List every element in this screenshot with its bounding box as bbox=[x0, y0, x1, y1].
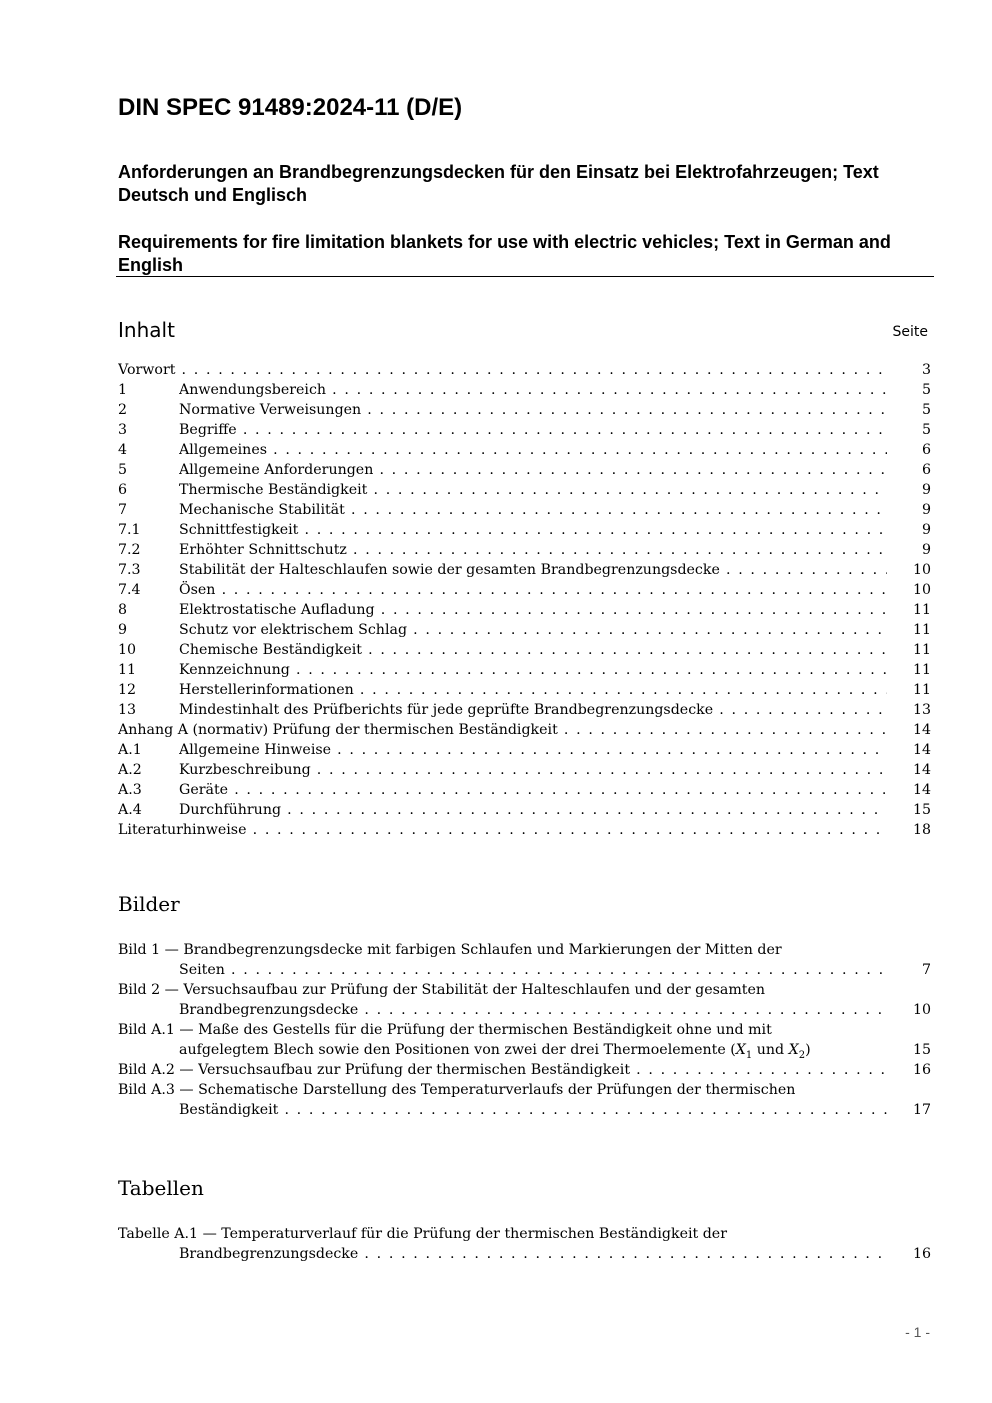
toc-entry-title: Kennzeichnung . . . bbox=[179, 660, 887, 680]
toc-entry-title: Chemische Beständigkeit . . . bbox=[179, 640, 887, 660]
toc-entry-page: 15 bbox=[912, 802, 931, 818]
list-of-figures bbox=[118, 940, 933, 1120]
toc-entry[interactable] bbox=[118, 560, 933, 580]
toc-entry[interactable] bbox=[118, 380, 933, 400]
toc-entry-title: Allgemeines . . . bbox=[179, 440, 887, 460]
toc-entry[interactable] bbox=[118, 700, 933, 720]
toc-entry-number: 2 bbox=[118, 402, 128, 418]
figure-entry-title-continued: aufgelegtem Blech sowie den Positionen von zwei der drei Thermoelemente ($X_1$ und $X_2$) bbox=[179, 1042, 811, 1060]
toc-entry-page: 11 bbox=[912, 622, 931, 638]
toc-entry-number: 10 bbox=[118, 642, 137, 658]
toc-entry-page: 11 bbox=[912, 642, 931, 658]
figure-entry-page: 16 bbox=[912, 1062, 931, 1078]
toc-entry[interactable] bbox=[118, 660, 933, 680]
toc-entry[interactable] bbox=[118, 500, 933, 520]
toc-entry[interactable] bbox=[118, 460, 933, 480]
title-english: Requirements for fire limitation blankets for use with electric vehicles; Text in German and English bbox=[118, 232, 891, 275]
contents-heading: Inhalt bbox=[118, 318, 175, 342]
toc-entry[interactable] bbox=[118, 600, 933, 620]
toc-entry-page: 5 bbox=[921, 382, 931, 398]
toc-entry-number: 13 bbox=[118, 702, 137, 718]
toc-entry-page: 11 bbox=[912, 682, 931, 698]
tables-heading: Tabellen bbox=[118, 1176, 204, 1200]
figure-entry-page: 7 bbox=[921, 962, 931, 978]
toc-entry-title: Begriffe . . . bbox=[179, 420, 887, 440]
toc-entry-title: Thermische Beständigkeit . . . bbox=[179, 480, 887, 500]
figure-entry-page: 10 bbox=[912, 1002, 931, 1018]
figures-heading: Bilder bbox=[118, 892, 180, 916]
page-column-label: Seite bbox=[892, 324, 928, 340]
toc-entry-title: Stabilität der Halteschlaufen sowie der gesamten Brandbegrenzungsdecke . . . bbox=[179, 560, 887, 580]
figure-entry[interactable] bbox=[118, 980, 933, 1020]
toc-entry[interactable] bbox=[118, 720, 933, 740]
toc-entry-title: Ösen . . . bbox=[179, 580, 887, 600]
figure-entry-page: 17 bbox=[912, 1102, 931, 1118]
figure-entry-title-continued: Beständigkeit . . . bbox=[179, 1100, 887, 1120]
toc-entry-title: Allgemeine Hinweise . . . bbox=[179, 740, 887, 760]
toc-entry-title: Mindestinhalt des Prüfberichts für jede geprüfte Brandbegrenzungsdecke . . . bbox=[179, 700, 887, 720]
toc-entry-number: A.1 bbox=[118, 742, 142, 758]
figure-entry-title-continued: Brandbegrenzungsdecke . . . bbox=[179, 1000, 887, 1020]
toc-entry-page: 14 bbox=[912, 742, 931, 758]
figure-entry-title-continued: Seiten . . . bbox=[179, 960, 887, 980]
toc-entry-page: 14 bbox=[912, 722, 931, 738]
table-entry[interactable] bbox=[118, 1224, 933, 1264]
figure-entry[interactable] bbox=[118, 1020, 933, 1060]
toc-entry-page: 6 bbox=[921, 462, 931, 478]
toc-entry-page: 5 bbox=[921, 402, 931, 418]
table-entry-title-continued: Brandbegrenzungsdecke . . . bbox=[179, 1244, 887, 1264]
toc-entry-page: 11 bbox=[912, 662, 931, 678]
toc-entry-number: 11 bbox=[118, 662, 137, 678]
toc-entry-number: A.3 bbox=[118, 782, 142, 798]
figure-entry-title: Bild A.3 — Schematische Darstellung des Temperaturverlaufs der Prüfungen der thermischen bbox=[118, 1082, 796, 1098]
toc-entry-number: 7.2 bbox=[118, 542, 141, 558]
title-divider bbox=[116, 276, 934, 277]
toc-entry-title: Erhöhter Schnittschutz . . . bbox=[179, 540, 887, 560]
toc-entry[interactable] bbox=[118, 680, 933, 700]
toc-entry-number: 4 bbox=[118, 442, 128, 458]
toc-entry-page: 14 bbox=[912, 782, 931, 798]
toc-entry-title: Schutz vor elektrischem Schlag . . . bbox=[179, 620, 887, 640]
toc-entry-page: 9 bbox=[921, 542, 931, 558]
toc-entry[interactable] bbox=[118, 540, 933, 560]
toc-entry-page: 18 bbox=[912, 822, 931, 838]
toc-entry[interactable] bbox=[118, 740, 933, 760]
toc-entry-page: 9 bbox=[921, 502, 931, 518]
toc-entry-page: 9 bbox=[921, 522, 931, 538]
toc-entry[interactable] bbox=[118, 440, 933, 460]
toc-entry-number: A.4 bbox=[118, 802, 142, 818]
toc-entry-title: Anwendungsbereich . . . bbox=[179, 380, 887, 400]
toc-entry-number: A.2 bbox=[118, 762, 142, 778]
toc-entry-title: Herstellerinformationen . . . bbox=[179, 680, 887, 700]
toc-entry[interactable] bbox=[118, 580, 933, 600]
toc-entry[interactable] bbox=[118, 820, 933, 840]
toc-entry-number: 7.1 bbox=[118, 522, 141, 538]
toc-entry-title: Anhang A (normativ) Prüfung der thermischen Beständigkeit . . . bbox=[118, 720, 887, 740]
toc-entry-title: Vorwort . . . bbox=[118, 360, 887, 380]
toc-entry-number: 7.3 bbox=[118, 562, 141, 578]
toc-entry-number: 8 bbox=[118, 602, 128, 618]
toc-entry-title: Kurzbeschreibung . . . bbox=[179, 760, 887, 780]
toc-entry-number: 12 bbox=[118, 682, 137, 698]
toc-entry-page: 10 bbox=[912, 562, 931, 578]
toc-entry-page: 13 bbox=[912, 702, 931, 718]
toc-entry-page: 6 bbox=[921, 442, 931, 458]
toc-entry-number: 7.4 bbox=[118, 582, 141, 598]
title-german: Anforderungen an Brandbegrenzungsdecken für den Einsatz bei Elektrofahrzeugen; Text Deutsch und Englisch bbox=[118, 162, 879, 205]
toc-entry[interactable] bbox=[118, 360, 933, 380]
toc-entry-page: 10 bbox=[912, 582, 931, 598]
toc-entry-title: Mechanische Stabilität . . . bbox=[179, 500, 887, 520]
toc-entry[interactable] bbox=[118, 420, 933, 440]
toc-entry-title: Normative Verweisungen . . . bbox=[179, 400, 887, 420]
figure-entry[interactable] bbox=[118, 1060, 933, 1080]
page-number: - 1 - bbox=[905, 1324, 930, 1340]
toc-entry-page: 14 bbox=[912, 762, 931, 778]
toc-entry-number: 7 bbox=[118, 502, 128, 518]
toc-entry-title: Geräte . . . bbox=[179, 780, 887, 800]
figure-entry[interactable] bbox=[118, 1080, 933, 1120]
figure-entry-title: Bild A.1 — Maße des Gestells für die Prüfung der thermischen Beständigkeit ohne und mit bbox=[118, 1022, 772, 1038]
table-of-contents bbox=[118, 360, 933, 840]
toc-entry-title: Elektrostatische Aufladung . . . bbox=[179, 600, 887, 620]
figure-entry-page: 15 bbox=[912, 1042, 931, 1058]
figure-entry-title: Bild A.2 — Versuchsaufbau zur Prüfung der thermischen Beständigkeit . . . bbox=[118, 1060, 887, 1080]
toc-entry-title: Durchführung . . . bbox=[179, 800, 887, 820]
toc-entry-page: 3 bbox=[921, 362, 931, 378]
toc-entry[interactable] bbox=[118, 480, 933, 500]
toc-entry-page: 9 bbox=[921, 482, 931, 498]
toc-entry-page: 11 bbox=[912, 602, 931, 618]
toc-entry-number: 9 bbox=[118, 622, 128, 638]
toc-entry-title: Schnittfestigkeit . . . bbox=[179, 520, 887, 540]
toc-entry[interactable] bbox=[118, 620, 933, 640]
figure-entry-title: Bild 1 — Brandbegrenzungsdecke mit farbigen Schlaufen und Markierungen der Mitten der bbox=[118, 942, 782, 958]
toc-entry-number: 3 bbox=[118, 422, 128, 438]
toc-entry[interactable] bbox=[118, 520, 933, 540]
toc-entry-number: 6 bbox=[118, 482, 128, 498]
toc-entry-title: Allgemeine Anforderungen . . . bbox=[179, 460, 887, 480]
toc-entry-page: 5 bbox=[921, 422, 931, 438]
toc-entry-number: 1 bbox=[118, 382, 128, 398]
document-id: DIN SPEC 91489:2024-11 (D/E) bbox=[118, 94, 463, 121]
toc-entry-title: Literaturhinweise . . . bbox=[118, 820, 887, 840]
figure-entry-title: Bild 2 — Versuchsaufbau zur Prüfung der Stabilität der Halteschlaufen und der gesamten bbox=[118, 982, 766, 998]
figure-entry[interactable] bbox=[118, 940, 933, 980]
table-entry-page: 16 bbox=[912, 1246, 931, 1262]
toc-entry[interactable] bbox=[118, 760, 933, 780]
list-of-tables bbox=[118, 1224, 933, 1264]
toc-entry[interactable] bbox=[118, 800, 933, 820]
table-entry-title: Tabelle A.1 — Temperaturverlauf für die Prüfung der thermischen Beständigkeit der bbox=[118, 1226, 727, 1242]
toc-entry[interactable] bbox=[118, 640, 933, 660]
toc-entry[interactable] bbox=[118, 400, 933, 420]
toc-entry-number: 5 bbox=[118, 462, 128, 478]
toc-entry[interactable] bbox=[118, 780, 933, 800]
